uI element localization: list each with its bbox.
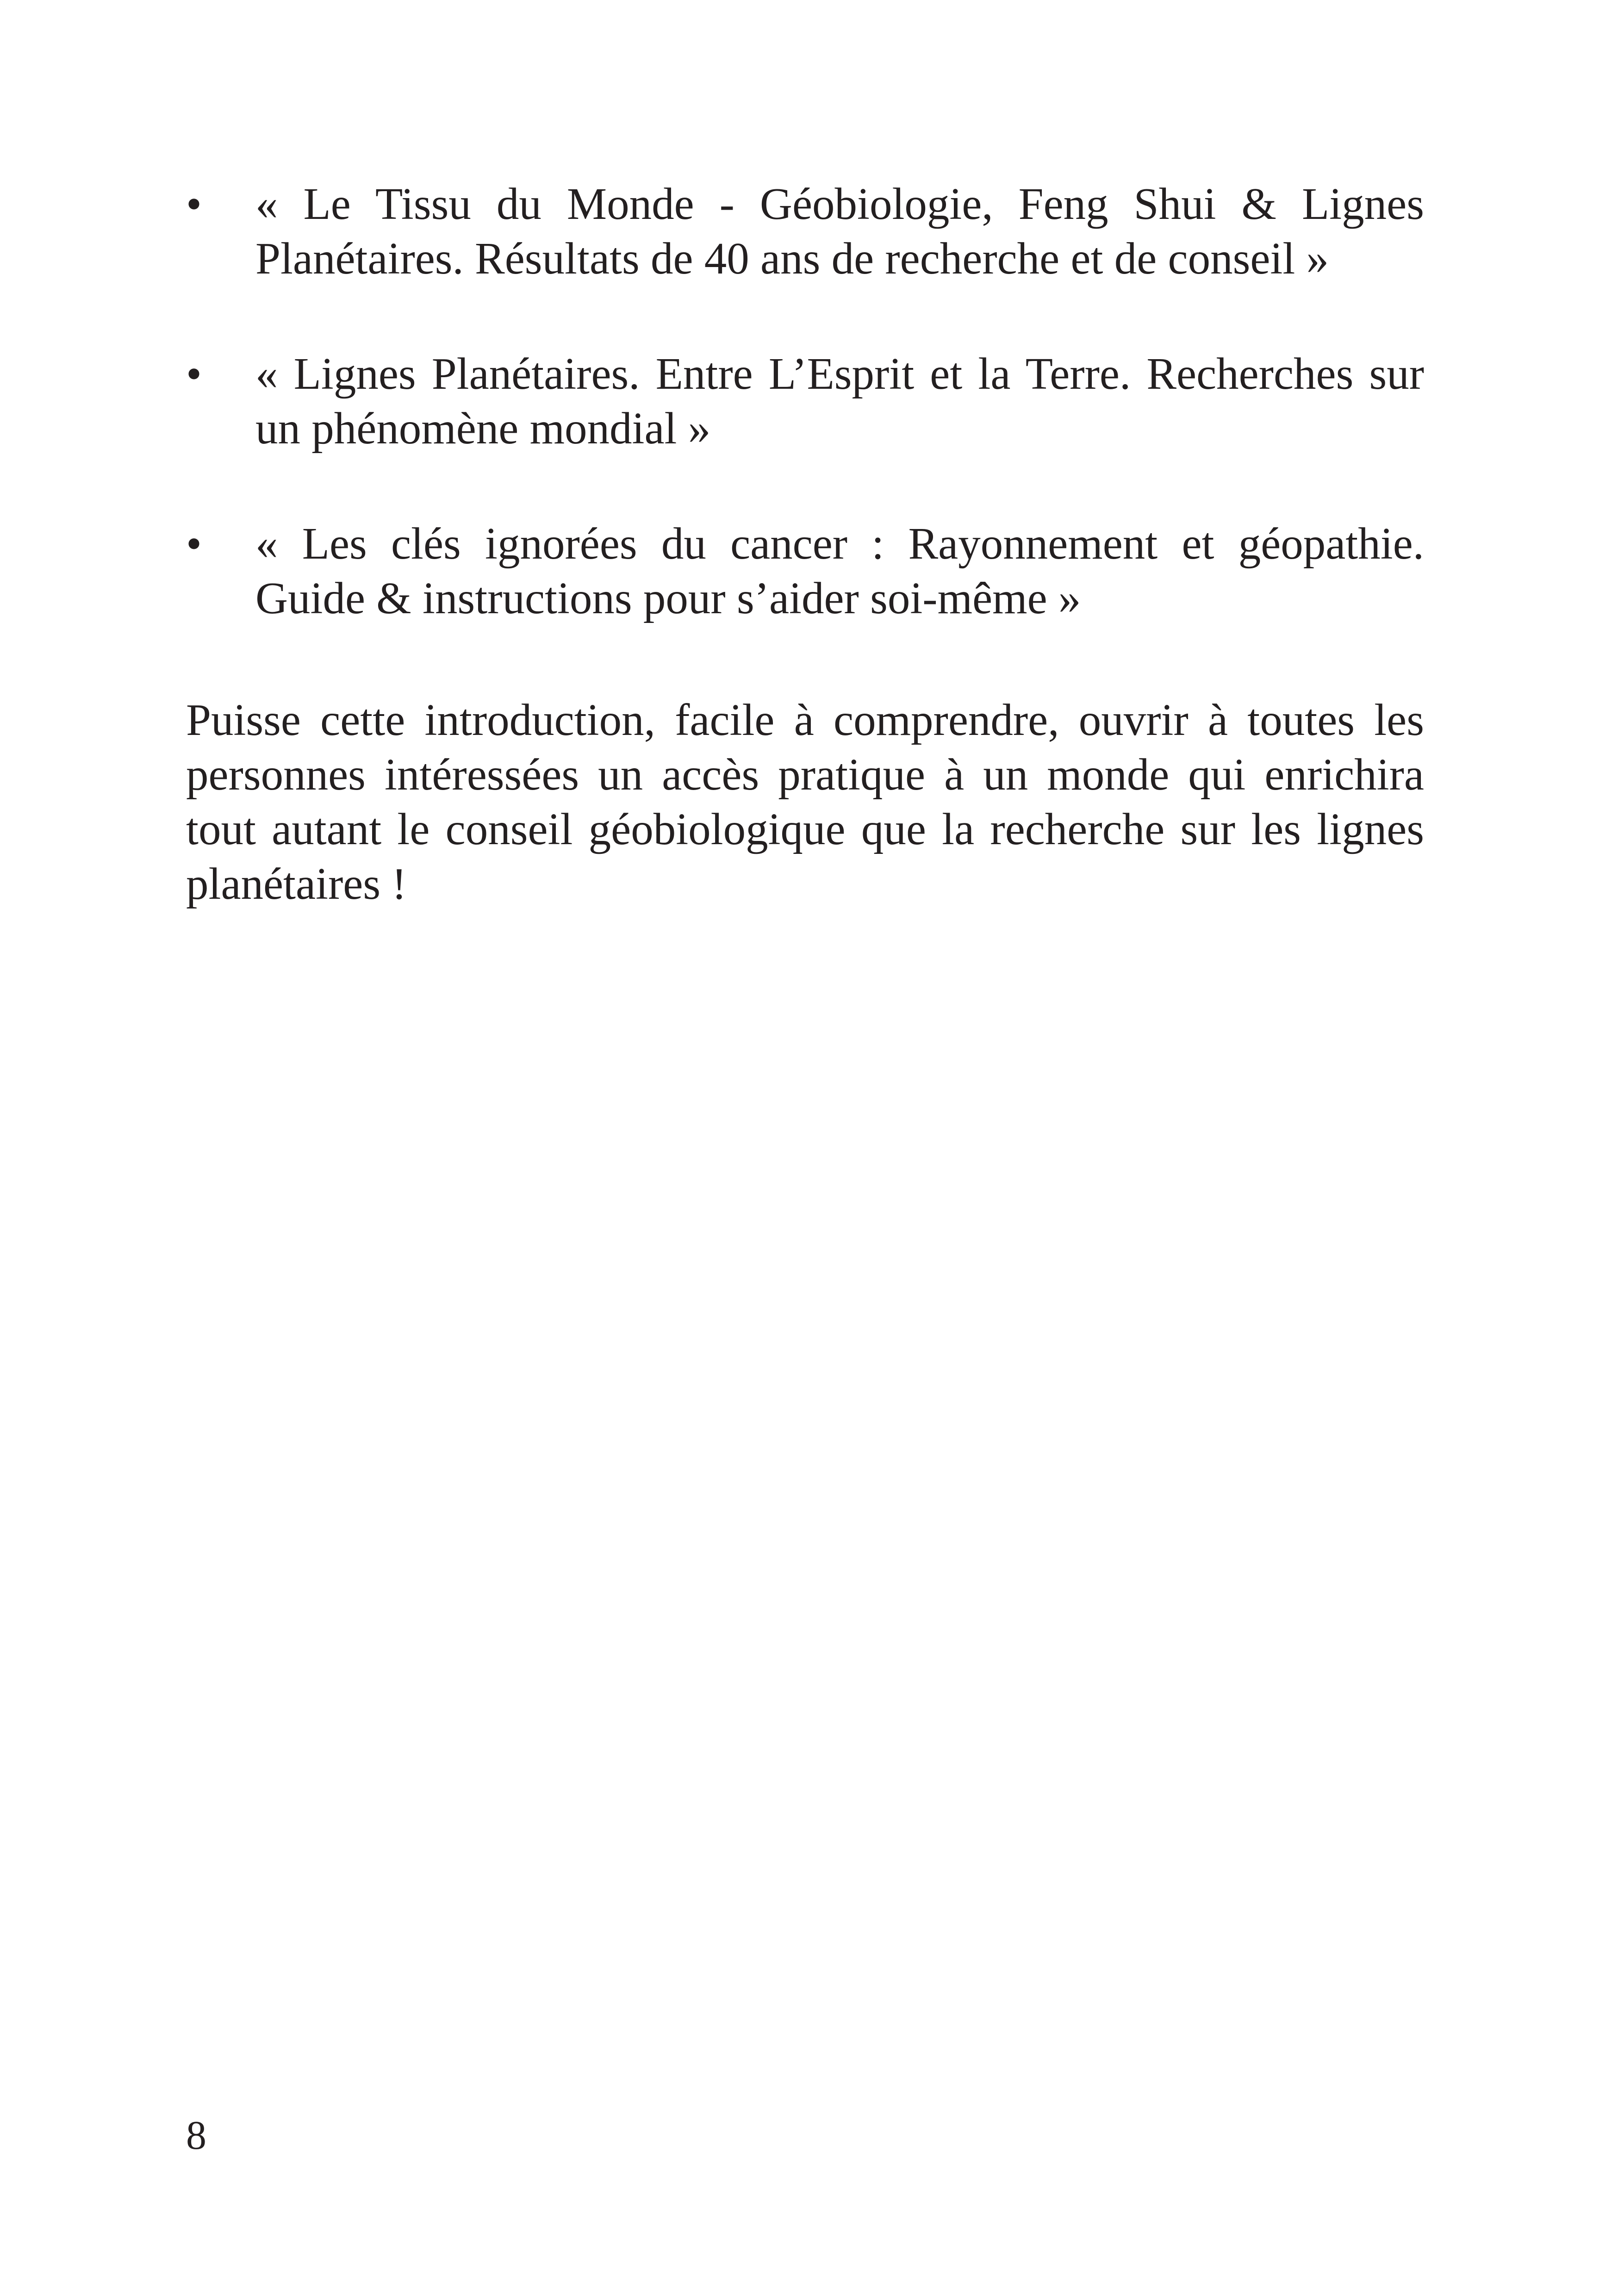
bullet-icon: •	[186, 519, 202, 568]
book-list-item	[186, 347, 1424, 456]
book-list	[186, 177, 1424, 626]
page-content	[186, 177, 1424, 908]
bullet-icon: •	[186, 179, 202, 229]
book-list-item	[186, 516, 1424, 626]
book-title: « Les clés ignorées du cancer : Rayonnement et géopathie. Guide & instructions pour s’aider soi-même »	[255, 519, 1424, 623]
book-title: « Lignes Planétaires. Entre L’Esprit et la Terre. Recherches sur un phénomène mondial »	[255, 349, 1424, 453]
book-title: « Le Tissu du Monde - Géobiologie, Feng Shui & Lignes Planétaires. Résultats de 40 ans de recherche et de conseil »	[255, 179, 1424, 283]
book-list-item	[186, 177, 1424, 286]
bullet-icon: •	[186, 349, 202, 398]
page-number: 8	[186, 2113, 206, 2158]
closing-paragraph: Puisse cette introduction, facile à comprendre, ouvrir à toutes les personnes intéressées un accès pratique à un monde qui enrichira tout autant le conseil géobiologique que la recherche sur les lignes planétaires !	[186, 695, 1424, 908]
